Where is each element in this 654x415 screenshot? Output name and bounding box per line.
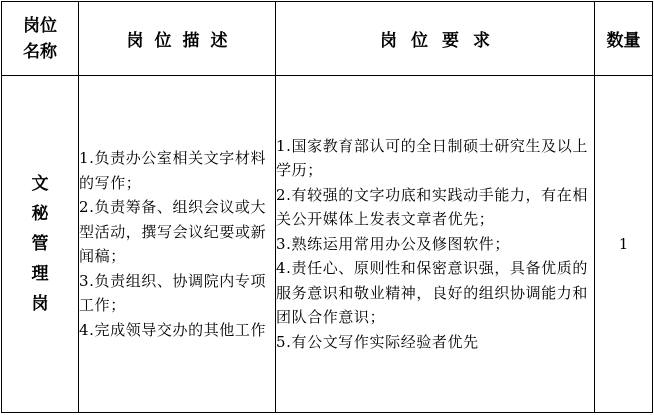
requirement-item: 2.有较强的文字功底和实践动手能力，有在相关公开媒体上发表文章者优先； [276,185,588,229]
title-char: 文 [31,174,49,194]
header-row [2,2,653,76]
requirement-item: 4.责任心、原则性和保密意识强，具备优质的服务意识和敬业精神，良好的组织协调能力和团队合作意识； [276,259,589,327]
title-char: 秘 [31,204,49,224]
header-quantity: 数量 [595,2,653,76]
description-item: 3.负责组织、协调院内专项工作； [79,271,267,314]
requirement-item: 3.熟练运用常用办公及修图软件； [276,234,510,253]
description-item: 2.负责筹备、组织会议或大型活动，撰写会议纪要或新闻稿； [79,198,267,265]
position-description [79,76,276,413]
requirement-item: 1.国家教育部认可的全日制硕士研究生及以上学历； [276,136,588,180]
header-position-line1: 岗位 [23,15,57,36]
header-requirements: 岗位要求 [276,2,595,76]
title-char: 岗 [31,294,49,314]
position-quantity: 1 [595,76,653,413]
requirement-item: 5.有公文写作实际经验者优先 [276,332,479,351]
position-title [2,76,79,413]
header-description: 岗位描述 [79,2,276,76]
header-position-line2: 名称 [23,41,57,62]
title-char: 管 [31,234,49,254]
description-item: 4.完成领导交办的其他工作 [79,320,267,339]
position-requirements [276,76,595,413]
description-item: 1.负责办公室相关文字材料的写作； [79,149,267,192]
title-char: 理 [31,264,49,284]
job-position-table [1,1,653,413]
header-position-name [2,2,79,76]
position-row [2,76,653,413]
